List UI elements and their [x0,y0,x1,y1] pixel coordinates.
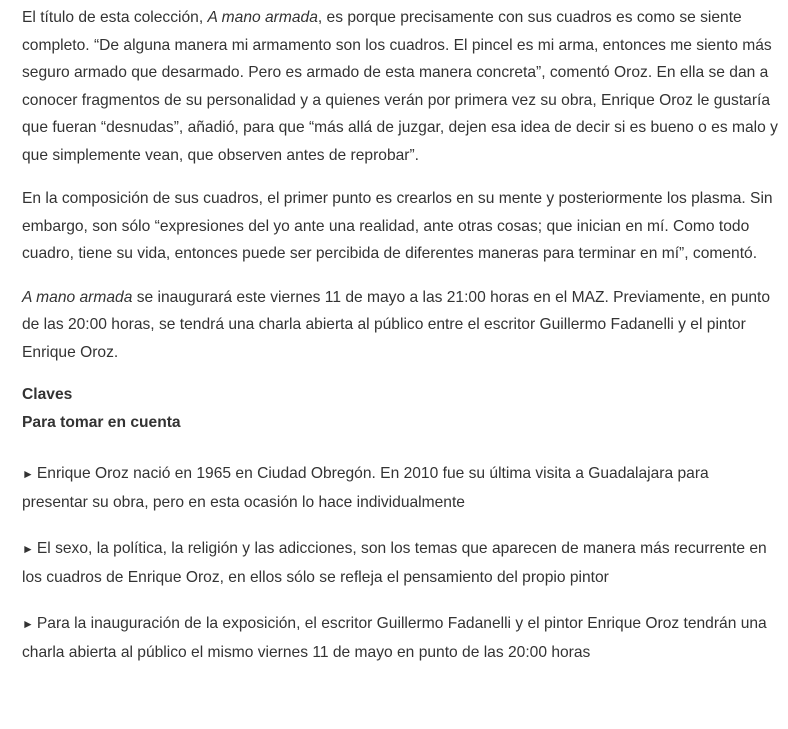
list-item [22,535,778,591]
claves-subheading: Para tomar en cuenta [22,413,181,431]
list-item-text: El sexo, la política, la religión y las adicciones, son los temas que aparecen de manera más recurrente en los cuadros de Enrique Oroz, en ellos sólo se refleja el pensamiento del propio pintor [22,540,767,586]
list-item [22,460,778,516]
exhibition-title: A mano armada [207,9,318,26]
claves-heading: Claves [22,386,73,403]
paragraph-text: El título de esta colección, [22,9,208,26]
paragraph-inauguration [22,284,778,367]
paragraph-text: se inaugurará este viernes 11 de mayo a las 21:00 horas en el MAZ. Previamente, en punto de las 20:00 horas, se tendrá una charla abierta al público entre el escritor Guillermo Fadanelli y el pintor Enrique Oroz. [22,288,771,361]
paragraph-composition: En la composición de sus cuadros, el primer punto es crearlos en su mente y posteriormente los plasma. Sin embargo, son sólo “expresiones del yo ante una realidad, ante otras cosas; que inician en mí. Como todo cuadro, tiene su vida, entonces puede ser percibida de diferentes maneras para terminar en mí”, comentó. [22,190,773,262]
exhibition-title: A mano armada [22,288,133,306]
arrow-right-icon: ► [22,617,34,631]
list-item-text: Enrique Oroz nació en 1965 en Ciudad Obregón. En 2010 fue su última visita a Guadalajara para presentar su obra, pero en esta ocasión lo hace individualmente [22,465,709,511]
list-item [22,610,778,666]
paragraph-text: , es porque precisamente con sus cuadros es como se siente completo. “De alguna manera mi armamento son los cuadros. El pincel es mi arma, entonces me siento más seguro armado que desarmado. Pero es armado de esta manera concreta”, comentó Oroz. En ella se dan a conocer fragmentos de su personalidad y a quienes verán por primera vez su obra, Enrique Oroz le gustaría que fueran “desnudas”, añadió, para que “más allá de juzgar, dejen esa idea de decir si es bueno o es malo y que simplemente vean, que observen antes de reprobar”. [22,9,778,164]
arrow-right-icon: ► [22,542,34,556]
paragraph-collection-title [22,0,778,169]
arrow-right-icon: ► [22,467,34,481]
list-item-text: Para la inauguración de la exposición, el escritor Guillermo Fadanelli y el pintor Enrique Oroz tendrán una charla abierta al público el mismo viernes 11 de mayo en punto de las 20:00 horas [22,615,767,661]
